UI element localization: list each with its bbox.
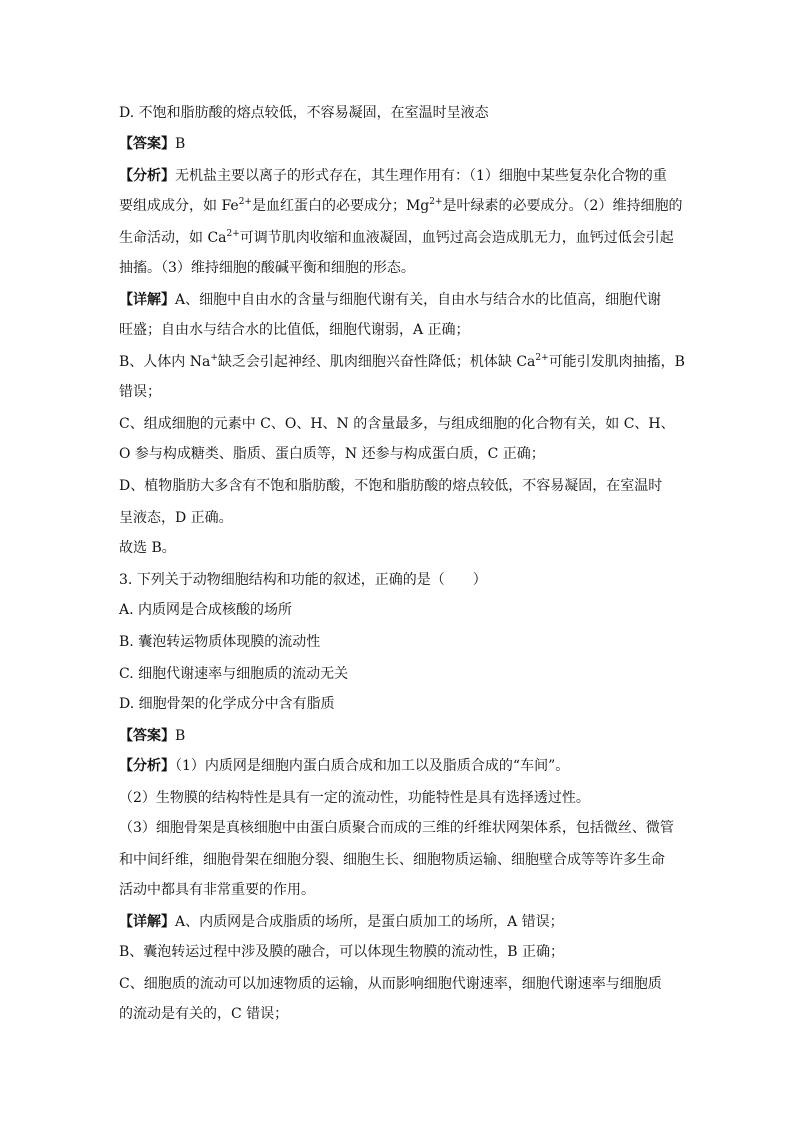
text-run: C、组成细胞的元素中 C、O、H、N 的含量最多，与组成细胞的化合物有关，如 C、H、 (119, 416, 675, 432)
text-line (119, 508, 679, 528)
text-run: （3）细胞骨架是真核细胞中由蛋白质聚合而成的三维的纤维状网架体系，包括微丝、微管 (119, 820, 674, 836)
text-line (119, 788, 679, 808)
text-run: 活动中都具有非常重要的作用。 (119, 882, 315, 898)
text-run: 缺乏会引起神经、肌肉细胞兴奋性降低；机体缺 Ca (217, 354, 536, 370)
text-run: D. 细胞骨架的化学成分中含有脂质 (119, 696, 335, 712)
text-run: 可调节肌肉收缩和血液凝固，血钙过高会造成肌无力，血钙过低会引起 (239, 230, 674, 246)
text-run: A、细胞中自由水的含量与细胞代谢有关，自由水与结合水的比值高，细胞代谢 (175, 292, 662, 308)
text-line (119, 476, 679, 496)
text-run: 错误； (119, 384, 161, 400)
superscript: 2+ (226, 229, 240, 239)
text-line (119, 974, 679, 994)
text-line (119, 290, 679, 310)
text-run: 抽搐。（3）维持细胞的酸碱平衡和细胞的形态。 (119, 260, 415, 276)
superscript: 2+ (238, 197, 252, 207)
text-run: O 参与构成糖类、脂质、蛋白质等，N 还参与构成蛋白质，C 正确； (119, 446, 545, 462)
text-run: 的流动是有关的，C 错误； (119, 1006, 289, 1022)
text-line (119, 103, 679, 123)
text-line (119, 444, 679, 464)
text-run: 和中间纤维，细胞骨架在细胞分裂、细胞生长、细胞物质运输、细胞壁合成等等许多生命 (119, 852, 665, 868)
text-run: B、囊泡转运过程中涉及膜的融合，可以体现生物膜的流动性，B 正确； (119, 944, 565, 960)
text-run: 是血红蛋白的必要成分；Mg (251, 198, 430, 214)
text-line (119, 942, 679, 962)
text-line (119, 166, 679, 186)
text-line (119, 570, 679, 590)
text-line (119, 632, 679, 652)
text-run: （1）内质网是细胞内蛋白质合成和加工以及脂质合成的“车间”。 (175, 758, 570, 774)
text-run: 生命活动，如 Ca (119, 230, 227, 246)
text-line (119, 1004, 679, 1024)
text-run: B、人体内 Na (119, 354, 211, 370)
text-run: B. 囊泡转运物质体现膜的流动性 (119, 634, 321, 650)
superscript: 2+ (535, 353, 549, 363)
text-run: C. 细胞代谢速率与细胞质的流动无关 (119, 666, 349, 682)
text-line (119, 880, 679, 900)
text-line (119, 320, 679, 340)
text-run: B (175, 728, 186, 744)
text-run: 故选 B。 (119, 540, 176, 556)
text-line (119, 756, 679, 776)
text-line (119, 352, 685, 372)
section-tag: 【分析】 (119, 758, 175, 774)
text-run: 3. 下列关于动物细胞结构和功能的叙述，正确的是（ ） (119, 572, 487, 588)
text-line (119, 382, 679, 402)
text-line (119, 258, 679, 278)
superscript: 2+ (429, 197, 443, 207)
text-run: C、细胞质的流动可以加速物质的运输，从而影响细胞代谢速率，细胞代谢速率与细胞质 (119, 976, 662, 992)
text-line (119, 414, 679, 434)
text-line (119, 818, 679, 838)
text-run: 旺盛；自由水与结合水的比值低，细胞代谢弱，A 正确； (119, 322, 470, 338)
text-run: 无机盐主要以离子的形式存在，其生理作用有：（1）细胞中某些复杂化合物的重 (175, 168, 667, 184)
text-line (119, 912, 679, 932)
section-tag: 【分析】 (119, 168, 175, 184)
text-run: 是叶绿素的必要成分。（2）维持细胞的 (442, 198, 683, 214)
text-run: B (175, 136, 186, 152)
text-run: A. 内质网是合成核酸的场所 (119, 602, 293, 618)
text-run: D. 不饱和脂肪酸的熔点较低，不容易凝固，在室温时呈液态 (119, 105, 489, 121)
text-line (119, 850, 679, 870)
text-line (119, 196, 683, 216)
text-run: 要组成成分，如 Fe (119, 198, 239, 214)
text-line (119, 538, 679, 558)
text-run: 可能引发肌肉抽搐，B (548, 354, 685, 370)
text-run: D、植物脂肪大多含有不饱和脂肪酸，不饱和脂肪酸的熔点较低，不容易凝固，在室温时 (119, 478, 663, 494)
superscript: + (210, 353, 218, 363)
text-line (119, 228, 679, 248)
text-run: （2）生物膜的结构特性是具有一定的流动性，功能特性是具有选择透过性。 (119, 790, 590, 806)
text-run: A、内质网是合成脂质的场所，是蛋白质加工的场所，A 错误； (175, 914, 564, 930)
section-tag: 【详解】 (119, 292, 175, 308)
text-line (119, 694, 679, 714)
text-line (119, 726, 679, 746)
section-tag: 【答案】 (119, 136, 175, 152)
section-tag: 【详解】 (119, 914, 175, 930)
text-run: 呈液态，D 正确。 (119, 510, 233, 526)
text-line (119, 134, 679, 154)
section-tag: 【答案】 (119, 728, 175, 744)
text-line (119, 664, 679, 684)
text-line (119, 600, 679, 620)
